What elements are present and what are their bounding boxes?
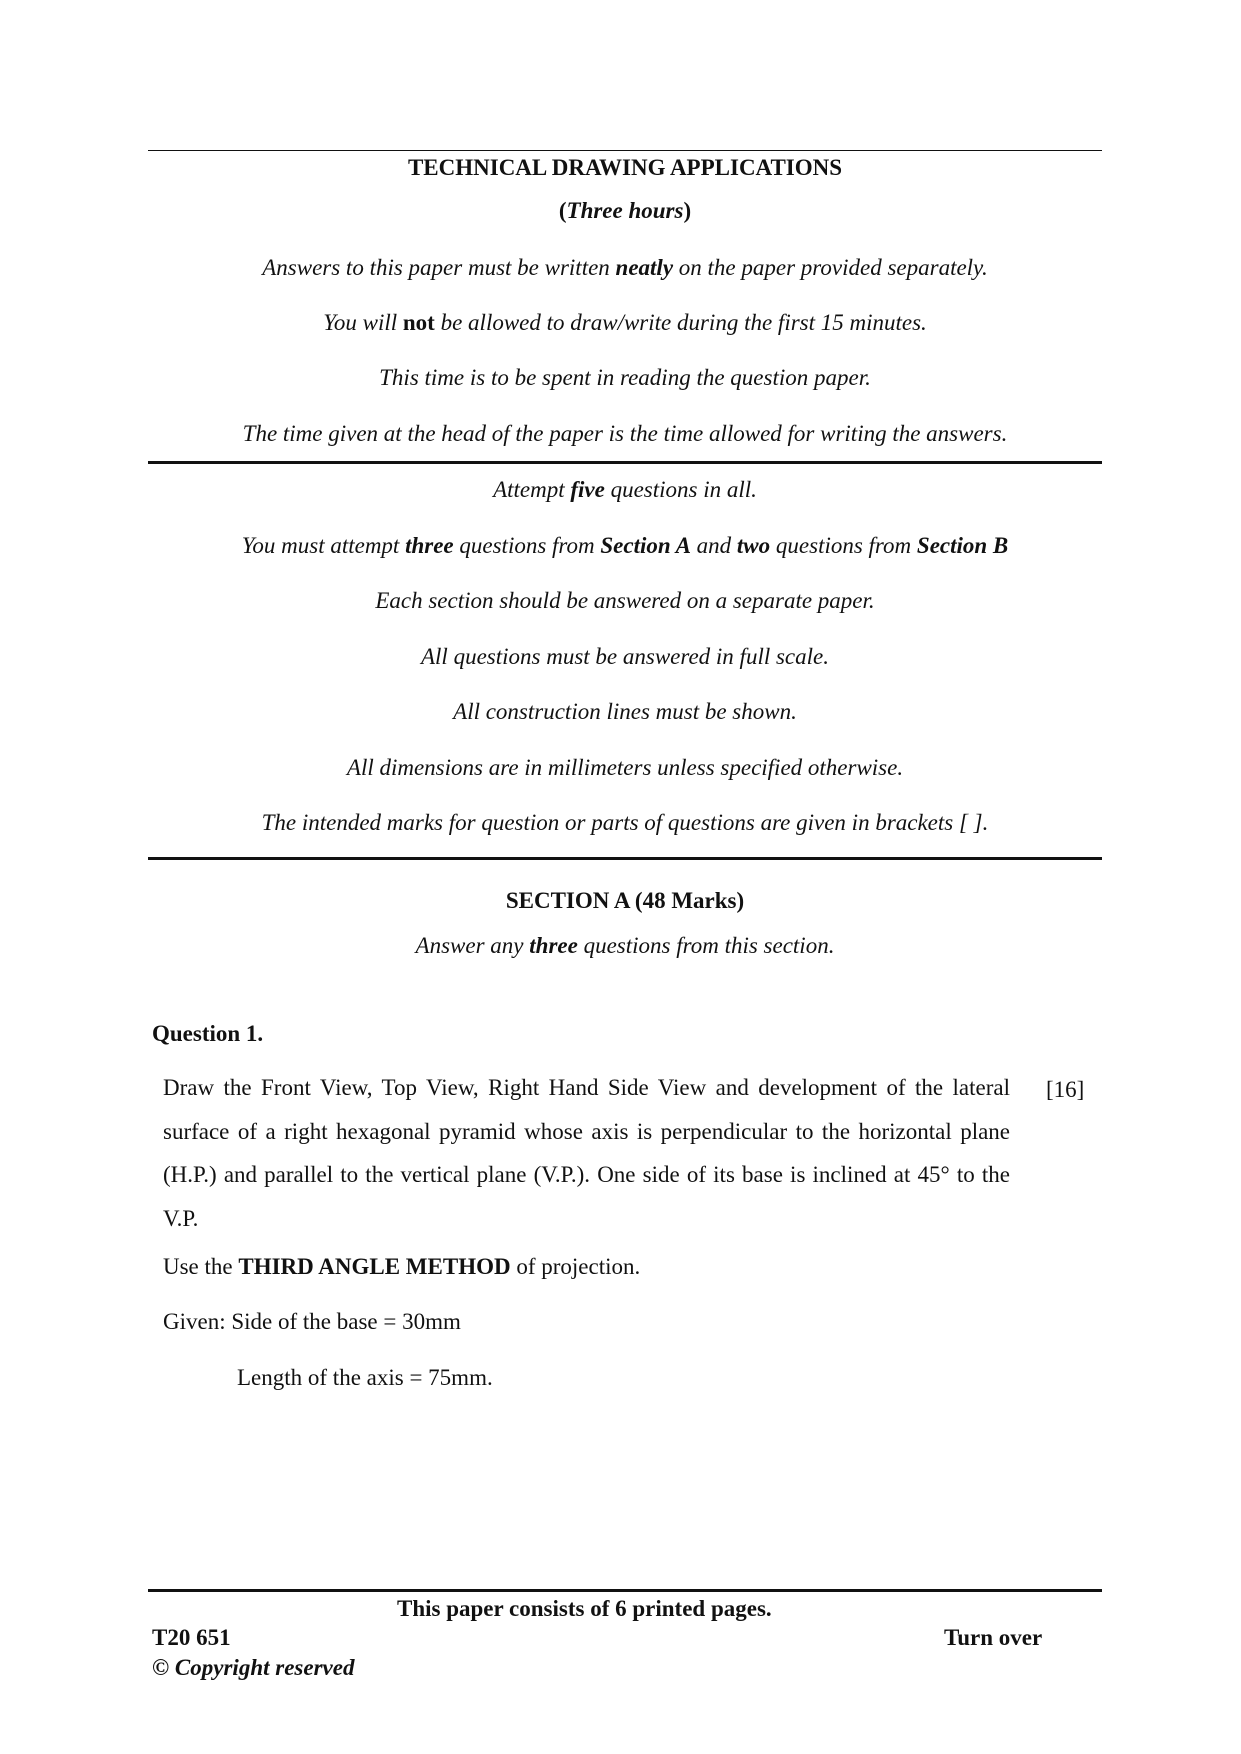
instruction-text: on the paper provided separately. [673, 255, 988, 280]
rule-emphasis: two [736, 533, 771, 558]
instruction-emphasis: neatly [615, 255, 674, 280]
section-a-title: SECTION A (48 Marks) [505, 888, 745, 913]
question-1-method [163, 1252, 640, 1282]
footer-copyright: © Copyright reserved [152, 1655, 355, 1680]
rule-construction-lines: All construction lines must be shown. [453, 699, 797, 724]
duration-text: Three hours [566, 198, 684, 223]
rule-full-scale: All questions must be answered in full scale. [420, 644, 829, 669]
question-1-title: Question 1. [152, 1021, 264, 1046]
rule-dimensions: All dimensions are in millimeters unless specified otherwise. [346, 755, 904, 780]
method-emphasis: THIRD ANGLE METHOD [238, 1254, 511, 1279]
rule-text: You must attempt [241, 533, 406, 558]
duration-open: ( [558, 198, 567, 223]
paper-duration [148, 196, 1102, 226]
rule-marks-brackets: The intended marks for question or parts of questions are given in brackets [ ]. [261, 810, 989, 835]
section-instruction-text: questions from this section. [577, 933, 835, 958]
rule-text: questions from [453, 533, 601, 558]
footer-paper-code: T20 651 [152, 1625, 231, 1650]
instructions-divider [148, 461, 1102, 464]
section-instruction-text: Answer any [415, 933, 530, 958]
rule-separate-paper: Each section should be answered on a separate paper. [375, 588, 875, 613]
footer-pages-note: This paper consists of 6 printed pages. [397, 1596, 772, 1621]
method-text: of projection. [510, 1254, 641, 1279]
question-1-marks: [16] [1046, 1077, 1085, 1102]
rule-text: questions in all. [604, 477, 757, 502]
instruction-time-given: The time given at the head of the paper is the time allowed for writing the answers. [242, 421, 1008, 446]
paper-title: TECHNICAL DRAWING APPLICATIONS [407, 155, 843, 180]
footer-turn-over: Turn over [944, 1625, 1043, 1650]
duration-close: ) [683, 198, 692, 223]
section-instruction-emphasis: three [529, 933, 578, 958]
rule-attempt-five [148, 475, 1102, 505]
footer-rule [148, 1589, 1102, 1592]
rule-text: and [690, 533, 737, 558]
rule-emphasis: Section B [916, 533, 1009, 558]
top-rule [148, 150, 1102, 151]
method-text: Use the [163, 1254, 239, 1279]
instruction-reading: This time is to be spent in reading the question paper. [379, 365, 871, 390]
rule-text: Attempt [493, 477, 571, 502]
rule-emphasis: three [405, 533, 454, 558]
instruction-text: You will [323, 310, 403, 335]
instruction-reading-time [148, 308, 1102, 338]
section-a-instruction [148, 931, 1102, 961]
rules-divider [148, 857, 1102, 860]
instruction-emphasis: not [402, 310, 435, 335]
question-1-body: Draw the Front View, Top View, Right Hand Side View and development of the lateral surface of a right hexagonal pyramid whose axis is perpendicular to the horizontal plane (H.P.) and parallel to the vertical plane (V.P.). One side of its base is inclined at 45° to the V.P. [163, 1075, 1010, 1231]
instruction-neatly [148, 253, 1102, 283]
instruction-text: Answers to this paper must be written [262, 255, 616, 280]
rule-text: questions from [770, 533, 917, 558]
question-1-given-axis: Length of the axis = 75mm. [237, 1365, 493, 1390]
rule-emphasis: Section A [600, 533, 691, 558]
rule-sections [148, 531, 1102, 561]
rule-emphasis: five [570, 477, 605, 502]
instruction-text: be allowed to draw/write during the first 15 minutes. [434, 310, 927, 335]
question-1-given-base: Given: Side of the base = 30mm [163, 1309, 461, 1334]
